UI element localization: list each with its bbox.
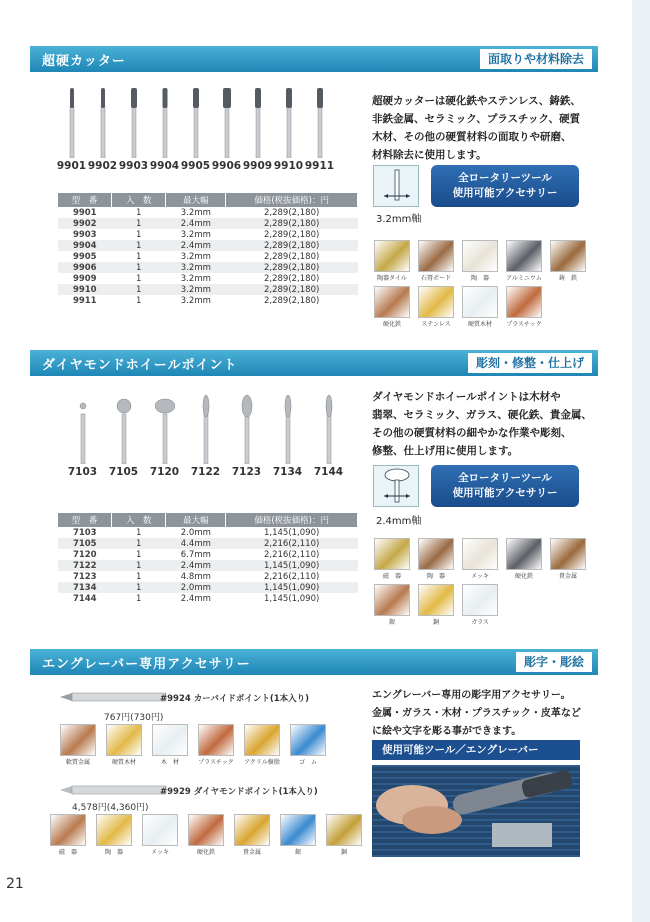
material-item (416, 584, 456, 626)
material-photo (290, 724, 326, 756)
table-cell: 2.0mm (166, 527, 226, 538)
material-label: アクリル樹脂 (244, 759, 280, 766)
tool-bit-icon (217, 86, 237, 158)
tool-code-label: 9904 (149, 160, 180, 172)
material-label: 陶 器 (470, 275, 489, 282)
table-cell: 1 (112, 207, 166, 218)
material-item (504, 286, 544, 328)
tool-code-label: 7123 (231, 466, 262, 478)
table-row (58, 560, 358, 571)
table-cell: 1 (112, 295, 166, 306)
carbide-section-header (30, 46, 598, 72)
material-item (372, 584, 412, 626)
carbide-point-image (58, 690, 168, 704)
badge-line-1: 全ロータリーツール (458, 472, 552, 484)
carbide-shank-size: 3.2mm軸 (376, 214, 422, 225)
material-item (548, 538, 588, 580)
material-item (460, 286, 500, 328)
material-item (324, 814, 364, 856)
table-cell: 2,216(2,110) (226, 538, 358, 549)
table-header-row (58, 193, 358, 207)
table-cell: 1 (112, 240, 166, 251)
carbide-point-price: 767円(730円) (104, 713, 164, 723)
table-cell: 1 (112, 273, 166, 284)
tool-code-label: 9905 (180, 160, 211, 172)
table-header-cell: 価格(税抜価格)：円 (226, 193, 358, 207)
material-photo (506, 538, 542, 570)
table-cell: 7120 (58, 549, 112, 560)
diamond-desc-line: 翡翠、セラミック、ガラス、硬化鉄、貴金属、 (372, 409, 592, 421)
table-cell: 9909 (58, 273, 112, 284)
material-item (232, 814, 272, 856)
table-row (58, 538, 358, 549)
table-cell: 9911 (58, 295, 112, 306)
tool-bit-icon (93, 86, 113, 158)
tool-bit-icon (73, 394, 93, 464)
material-label: 銅 (432, 619, 439, 626)
table-row (58, 571, 358, 582)
table-cell: 3.2mm (166, 262, 226, 273)
carbide-desc-line: 木材、その他の硬質材料の面取りや研磨、 (372, 131, 572, 143)
table-cell: 1 (112, 582, 166, 593)
material-item (94, 814, 134, 856)
material-item (186, 814, 226, 856)
material-label: プラスチック (198, 759, 234, 766)
table-cell: 2.4mm (166, 593, 226, 604)
table-header-cell: 最大幅 (166, 513, 226, 527)
material-photo (506, 286, 542, 318)
engraver-description (372, 687, 602, 741)
diamond-point-name: #9929 ダイヤモンドポイント(1本入り) (160, 787, 318, 797)
tool-9903 (118, 86, 149, 172)
table-cell: 2,216(2,110) (226, 571, 358, 582)
material-label: メッキ (150, 849, 169, 856)
material-label: 陶器タイル (377, 275, 407, 282)
table-row (58, 229, 358, 240)
table-cell: 2,289(2,180) (226, 240, 358, 251)
table-cell: 1 (112, 218, 166, 229)
material-label: 陶 器 (104, 849, 123, 856)
table-cell: 2,289(2,180) (226, 262, 358, 273)
table-cell: 1,145(1,090) (226, 593, 358, 604)
material-item (372, 538, 412, 580)
table-cell: 3.2mm (166, 284, 226, 295)
table-cell: 2,289(2,180) (226, 229, 358, 240)
tool-7103 (62, 394, 103, 478)
table-cell: 9901 (58, 207, 112, 218)
tool-9910 (273, 86, 304, 172)
tool-bit-icon (237, 394, 257, 464)
tool-code-label: 7105 (108, 466, 139, 478)
material-photo (374, 240, 410, 272)
tool-9911 (304, 86, 335, 172)
diamond-shank-size: 2.4mm軸 (376, 516, 422, 527)
wheel-shank-diagram (373, 465, 419, 507)
tool-bit-icon (124, 86, 144, 158)
table-cell: 9910 (58, 284, 112, 295)
tool-code-label: 9910 (273, 160, 304, 172)
material-item (104, 724, 144, 766)
tool-bit-icon (319, 394, 339, 464)
table-cell: 3.2mm (166, 251, 226, 262)
material-item (242, 724, 282, 766)
material-label: ステンレス (421, 321, 451, 328)
table-cell: 7122 (58, 560, 112, 571)
table-cell: 3.2mm (166, 229, 226, 240)
tool-code-label: 7122 (190, 466, 221, 478)
page-edge-strip (632, 0, 650, 922)
tool-bit-icon (186, 86, 206, 158)
tool-bit-icon (196, 394, 216, 464)
rotary-tool-badge (431, 165, 579, 207)
tool-9909 (242, 86, 273, 172)
material-photo (374, 538, 410, 570)
material-photo (418, 286, 454, 318)
tool-9902 (87, 86, 118, 172)
tool-7134 (267, 394, 308, 478)
badge-line-2: 使用可能アクセサリー (452, 187, 558, 199)
table-cell: 9905 (58, 251, 112, 262)
carbide-materials-grid (372, 240, 588, 328)
material-photo (418, 538, 454, 570)
material-photo (418, 240, 454, 272)
carbide-description (372, 92, 594, 164)
tool-7122 (185, 394, 226, 478)
material-item (504, 538, 544, 580)
material-item (48, 814, 88, 856)
table-cell: 2,289(2,180) (226, 218, 358, 229)
tool-bit-icon (155, 394, 175, 464)
shank-diagram (373, 165, 419, 207)
table-cell: 2.4mm (166, 240, 226, 251)
tool-code-label: 9906 (211, 160, 242, 172)
material-label: 陶 器 (426, 573, 445, 580)
table-cell: 9902 (58, 218, 112, 229)
badge-line-1: 全ロータリーツール (458, 172, 552, 184)
diamond-section-title: ダイヤモンドホイールポイント (42, 357, 238, 373)
material-label: ガラス (471, 619, 489, 626)
tool-bit-icon (278, 394, 298, 464)
diamond-point-materials (48, 814, 364, 856)
engraver-section-header (30, 649, 598, 675)
carbide-point-materials (58, 724, 328, 766)
table-cell: 6.7mm (166, 549, 226, 560)
material-label: 硬化鉄 (514, 573, 533, 580)
tool-9904 (149, 86, 180, 172)
diamond-desc-line: ダイヤモンドホイールポイントは木材や (372, 391, 561, 403)
table-cell: 2,289(2,180) (226, 251, 358, 262)
material-photo (550, 538, 586, 570)
tool-code-label: 7134 (272, 466, 303, 478)
badge-line-2: 使用可能アクセサリー (452, 487, 558, 499)
table-cell: 1 (112, 284, 166, 295)
diamond-section-header (30, 350, 598, 376)
table-cell: 4.4mm (166, 538, 226, 549)
material-photo (418, 584, 454, 616)
page-number: 21 (6, 876, 24, 892)
table-row (58, 262, 358, 273)
table-cell: 2.0mm (166, 582, 226, 593)
table-cell: 1,145(1,090) (226, 582, 358, 593)
material-photo (234, 814, 270, 846)
material-label: プラスチック (506, 321, 542, 328)
material-photo (462, 240, 498, 272)
diamond-desc-line: 修整、仕上げ用に使用します。 (372, 445, 519, 457)
material-item (504, 240, 544, 282)
carbide-desc-line: 材料除去に使用します。 (372, 149, 487, 161)
table-cell: 7134 (58, 582, 112, 593)
table-cell: 3.2mm (166, 273, 226, 284)
carbide-desc-line: 非鉄金属、セラミック、プラスチック、硬質 (372, 113, 581, 125)
engraver-section-title: エングレーバー専用アクセサリー (42, 656, 251, 672)
material-photo (188, 814, 224, 846)
material-item (288, 724, 328, 766)
tool-9906 (211, 86, 242, 172)
tool-7123 (226, 394, 267, 478)
table-cell: 2,289(2,180) (226, 273, 358, 284)
material-item (372, 286, 412, 328)
material-label: 銀 (294, 849, 301, 856)
material-photo (106, 724, 142, 756)
material-label: 貴金属 (242, 849, 261, 856)
material-photo (462, 286, 498, 318)
engraver-section-tag: 彫字・彫絵 (516, 652, 592, 672)
material-photo (326, 814, 362, 846)
tool-bit-icon (114, 394, 134, 464)
table-row (58, 273, 358, 284)
material-photo (152, 724, 188, 756)
table-row (58, 240, 358, 251)
table-cell: 1 (112, 527, 166, 538)
material-photo (462, 538, 498, 570)
material-item (548, 240, 588, 282)
material-item (460, 240, 500, 282)
tool-code-label: 7144 (313, 466, 344, 478)
material-label: 磁 器 (382, 573, 401, 580)
material-label: 硬化鉄 (382, 321, 401, 328)
material-item (278, 814, 318, 856)
diamond-point-price: 4,578円(4,360円) (72, 803, 149, 813)
material-label: 軟質金属 (65, 759, 90, 766)
table-row (58, 549, 358, 560)
carbide-accessory-badge-group (373, 165, 579, 207)
table-cell: 9906 (58, 262, 112, 273)
carbide-desc-line: 超硬カッターは硬化鉄やステンレス、鋳鉄、 (372, 95, 581, 107)
table-cell: 7103 (58, 527, 112, 538)
table-cell: 1,145(1,090) (226, 527, 358, 538)
table-row (58, 284, 358, 295)
table-row (58, 251, 358, 262)
table-cell: 2,216(2,110) (226, 549, 358, 560)
tool-code-label: 9911 (304, 160, 335, 172)
material-item (372, 240, 412, 282)
material-photo (374, 584, 410, 616)
tool-bit-icon (62, 86, 82, 158)
material-photo (506, 240, 542, 272)
material-label: 磁 器 (58, 849, 77, 856)
material-label: 木 材 (160, 759, 179, 766)
material-photo (462, 584, 498, 616)
tool-code-label: 9903 (118, 160, 149, 172)
diamond-materials-grid (372, 538, 588, 626)
table-cell: 7123 (58, 571, 112, 582)
material-photo (50, 814, 86, 846)
diamond-point-image (58, 783, 168, 797)
tool-7144 (308, 394, 349, 478)
table-cell: 9904 (58, 240, 112, 251)
material-item (140, 814, 180, 856)
material-photo (280, 814, 316, 846)
material-label: 硬質木材 (111, 759, 136, 766)
table-row (58, 218, 358, 229)
material-label: アルミニウム (506, 275, 542, 282)
diamond-tool-images (62, 394, 349, 478)
material-photo (60, 724, 96, 756)
table-cell: 2.4mm (166, 218, 226, 229)
material-photo (198, 724, 234, 756)
material-label: 硬質木材 (467, 321, 492, 328)
material-photo (96, 814, 132, 846)
tool-9901 (56, 86, 87, 172)
table-row (58, 295, 358, 306)
carbide-tool-images (56, 86, 335, 172)
engraver-desc-line: 金属・ガラス・木材・プラスチック・皮革など (372, 708, 581, 719)
table-row (58, 582, 358, 593)
diamond-section-tag: 彫刻・修整・仕上げ (468, 353, 592, 373)
material-label: メッキ (470, 573, 489, 580)
table-cell: 1 (112, 549, 166, 560)
tool-code-label: 9909 (242, 160, 273, 172)
material-item (416, 286, 456, 328)
carbide-spec-table (58, 193, 358, 306)
table-row (58, 527, 358, 538)
table-cell: 2,289(2,180) (226, 284, 358, 295)
material-item (460, 584, 500, 626)
table-cell: 2,289(2,180) (226, 295, 358, 306)
material-item (416, 240, 456, 282)
material-label: 硬化鉄 (196, 849, 215, 856)
rotary-tool-badge (431, 465, 579, 507)
engraver-photo (372, 765, 580, 857)
material-photo (550, 240, 586, 272)
diamond-spec-table (58, 513, 358, 604)
tool-7105 (103, 394, 144, 478)
table-cell: 1 (112, 571, 166, 582)
material-item (416, 538, 456, 580)
table-cell: 1 (112, 593, 166, 604)
usable-tool-label: 使用可能ツール／エングレーバー (372, 740, 580, 760)
tool-7120 (144, 394, 185, 478)
table-cell: 1 (112, 229, 166, 240)
carbide-section-tag: 面取りや材料除去 (480, 49, 592, 69)
tool-bit-icon (310, 86, 330, 158)
table-cell: 2.4mm (166, 560, 226, 571)
table-cell: 1 (112, 538, 166, 549)
tool-bit-icon (248, 86, 268, 158)
table-header-cell: 型 番 (58, 513, 112, 527)
material-label: 貴金属 (558, 573, 577, 580)
material-item (460, 538, 500, 580)
tool-code-label: 7103 (67, 466, 98, 478)
table-cell: 1 (112, 560, 166, 571)
material-item (58, 724, 98, 766)
diamond-desc-line: その他の硬質材料の細やかな作業や彫刻、 (372, 427, 572, 439)
material-photo (142, 814, 178, 846)
table-header-cell: 価格(税抜価格)：円 (226, 513, 358, 527)
engraver-desc-line: に絵や文字を彫る事ができます。 (372, 726, 522, 737)
table-cell: 9903 (58, 229, 112, 240)
table-cell: 1 (112, 262, 166, 273)
carbide-point-name: #9924 カーバイドポイント(1本入り) (160, 694, 309, 704)
table-cell: 3.2mm (166, 207, 226, 218)
engraver-desc-line: エングレーバー専用の彫字用アクセサリー。 (372, 690, 571, 701)
material-label: 鋳 鉄 (558, 275, 577, 282)
diamond-accessory-badge-group (373, 465, 579, 507)
tool-code-label: 7120 (149, 466, 180, 478)
material-label: 銅 (340, 849, 347, 856)
table-header-row (58, 513, 358, 527)
material-label: ゴ ム (298, 759, 317, 766)
table-cell: 3.2mm (166, 295, 226, 306)
material-photo (374, 286, 410, 318)
table-cell: 2,289(2,180) (226, 207, 358, 218)
table-cell: 1,145(1,090) (226, 560, 358, 571)
tool-bit-icon (279, 86, 299, 158)
table-header-cell: 入 数 (112, 513, 166, 527)
material-label: 石膏ボード (420, 275, 451, 282)
table-cell: 7144 (58, 593, 112, 604)
tool-code-label: 9902 (87, 160, 118, 172)
tool-bit-icon (155, 86, 175, 158)
material-photo (244, 724, 280, 756)
tool-9905 (180, 86, 211, 172)
carbide-section-title: 超硬カッター (42, 53, 126, 69)
material-item (196, 724, 236, 766)
material-item (150, 724, 190, 766)
table-row (58, 207, 358, 218)
table-cell: 1 (112, 251, 166, 262)
material-label: 銀 (388, 619, 395, 626)
table-header-cell: 型 番 (58, 193, 112, 207)
table-row (58, 593, 358, 604)
table-cell: 7105 (58, 538, 112, 549)
table-cell: 4.8mm (166, 571, 226, 582)
table-header-cell: 入 数 (112, 193, 166, 207)
table-header-cell: 最大幅 (166, 193, 226, 207)
tool-code-label: 9901 (56, 160, 87, 172)
diamond-description (372, 388, 594, 460)
